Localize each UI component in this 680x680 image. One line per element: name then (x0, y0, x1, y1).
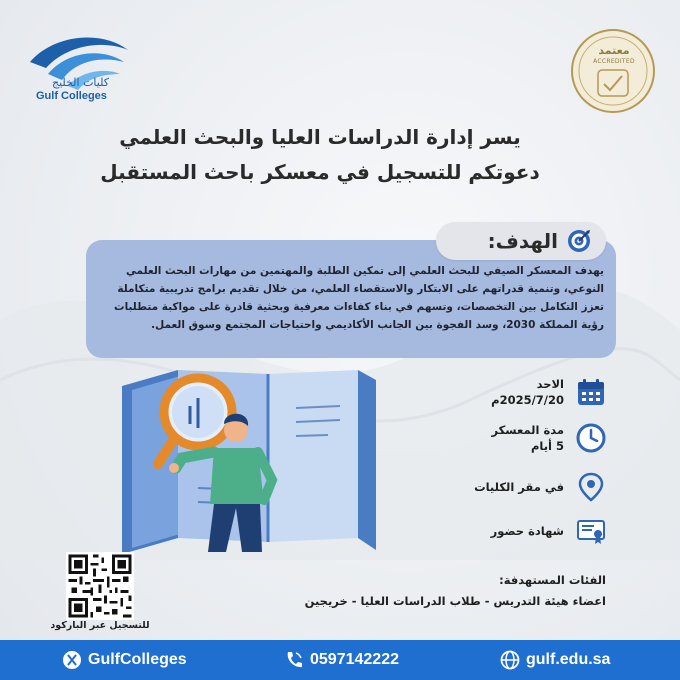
registration-qr-code[interactable] (66, 552, 134, 620)
calendar-icon (576, 377, 606, 407)
accredited-seal (570, 28, 656, 114)
footer-phone[interactable] (284, 650, 399, 670)
target-groups (305, 570, 606, 612)
date-day: الاحد (536, 377, 564, 391)
certificate-text: شهادة حضور (490, 524, 564, 538)
footer-social-handle: GulfColleges (88, 651, 187, 668)
clock-icon (576, 423, 606, 453)
logo-name-english: Gulf Colleges (36, 90, 107, 102)
target-icon (566, 228, 592, 254)
seal-text-arabic: معتمد (598, 44, 630, 57)
info-duration (491, 422, 606, 454)
info-location (474, 472, 606, 502)
goal-heading (436, 222, 606, 260)
footer-website-url: gulf.edu.sa (526, 651, 611, 668)
headline-line-2: دعوتكم للتسجيل في معسكر باحث المستقبل (100, 160, 540, 184)
seal-text-english: ACCREDITED (593, 58, 635, 65)
goal-description: يهدف المعسكر الصيفي للبحث العلمي إلى تمكين الطلبة والمهتمين من مهارات البحث العلمي النوعي، وتنمية قدراتهم على الابتكار والاستقصاء العلمي، من خلال تقديم برامج تدريبية متكاملة تعزز التكامل بين التخصصات، وتسهم في بناء كفاءات معرفية وبحثية قادرة على مواكبة متطلبات رؤية المملكة 2030، وسد الفجوة بين الجانب الأكاديمي واحتياجات المجتمع وسوق العمل. (114, 265, 604, 331)
logo-name-arabic: كليات الخليج (52, 76, 109, 89)
footer-social[interactable] (62, 650, 187, 670)
target-groups-label: الفئات المستهدفة: (499, 573, 606, 587)
globe-icon (500, 650, 520, 670)
target-groups-value: اعضاء هيئة التدريس - طلاب الدراسات العليا - خريجين (304, 594, 606, 608)
footer-bar (0, 640, 680, 680)
goal-label: الهدف: (487, 229, 558, 253)
location-text: في مقر الكليات (474, 480, 564, 494)
date-value: 2025/7/20م (491, 393, 564, 407)
location-pin-icon (576, 472, 606, 502)
footer-phone-number: 0597142222 (310, 651, 399, 668)
duration-value: 5 أيام (530, 439, 564, 453)
qr-label: للتسجيل عبر الباركود (50, 620, 150, 631)
x-social-icon (62, 650, 82, 670)
footer-website[interactable] (500, 650, 610, 670)
info-certificate (491, 516, 606, 546)
duration-label: مدة المعسكر (491, 423, 564, 437)
certificate-icon (576, 516, 606, 546)
phone-icon (284, 650, 304, 670)
info-date (491, 376, 606, 408)
headline-line-1: يسر إدارة الدراسات العليا والبحث العلمي (119, 125, 521, 149)
research-illustration (118, 368, 388, 558)
